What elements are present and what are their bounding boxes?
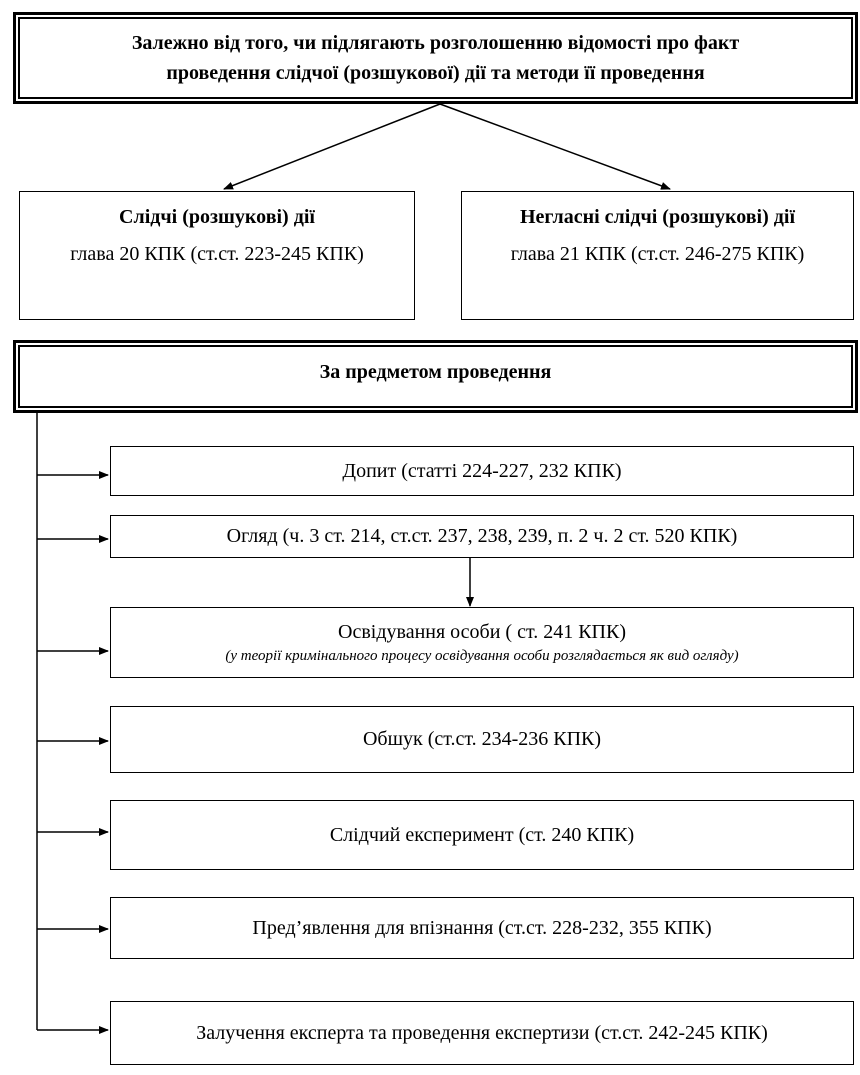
item-note: (у теорії кримінального процесу освідування особи розглядається як вид огляду) (225, 647, 739, 664)
category-subtitle: глава 21 КПК (ст.ст. 246-275 КПК) (510, 243, 805, 265)
item-inspection (110, 515, 854, 558)
category-subtitle: глава 20 КПК (ст.ст. 223-245 КПК) (70, 243, 364, 265)
category-covert-investigative-actions (461, 191, 854, 320)
item-label: Слідчий експеримент (ст. 240 КПК) (329, 823, 635, 846)
classification-header (14, 13, 857, 103)
item-label: Пред’явлення для впізнання (ст.ст. 228-232, 355 КПК) (252, 916, 712, 939)
item-physical-examination (110, 607, 854, 678)
arrow-to-category-right (440, 104, 670, 189)
item-label: Залучення експерта та проведення експертизи (ст.ст. 242-245 КПК) (196, 1021, 768, 1044)
subject-heading: За предметом проведення (319, 361, 552, 383)
item-label: Допит (статті 224-227, 232 КПК) (342, 459, 622, 482)
item-search (110, 706, 854, 773)
header-line-2: проведення слідчої (розшукової) дії та методи її проведення (166, 62, 705, 84)
item-expert-examination (110, 1001, 854, 1065)
category-title: Негласні слідчі (розшукові) дії (520, 206, 795, 228)
header-line-1: Залежно від того, чи підлягають розголошенню відомості про факт (131, 32, 740, 54)
category-investigative-actions (19, 191, 415, 320)
arrow-to-category-left (224, 104, 440, 189)
item-label: Обшук (ст.ст. 234-236 КПК) (362, 728, 602, 750)
item-interrogation (110, 446, 854, 496)
item-label: Освідування особи ( ст. 241 КПК) (338, 620, 626, 643)
category-title: Слідчі (розшукові) дії (119, 206, 315, 228)
item-identification (110, 897, 854, 959)
item-investigative-experiment (110, 800, 854, 870)
subject-heading-box (14, 341, 857, 412)
item-label: Огляд (ч. 3 ст. 214, ст.ст. 237, 238, 239, п. 2 ч. 2 ст. 520 КПК) (226, 525, 738, 547)
